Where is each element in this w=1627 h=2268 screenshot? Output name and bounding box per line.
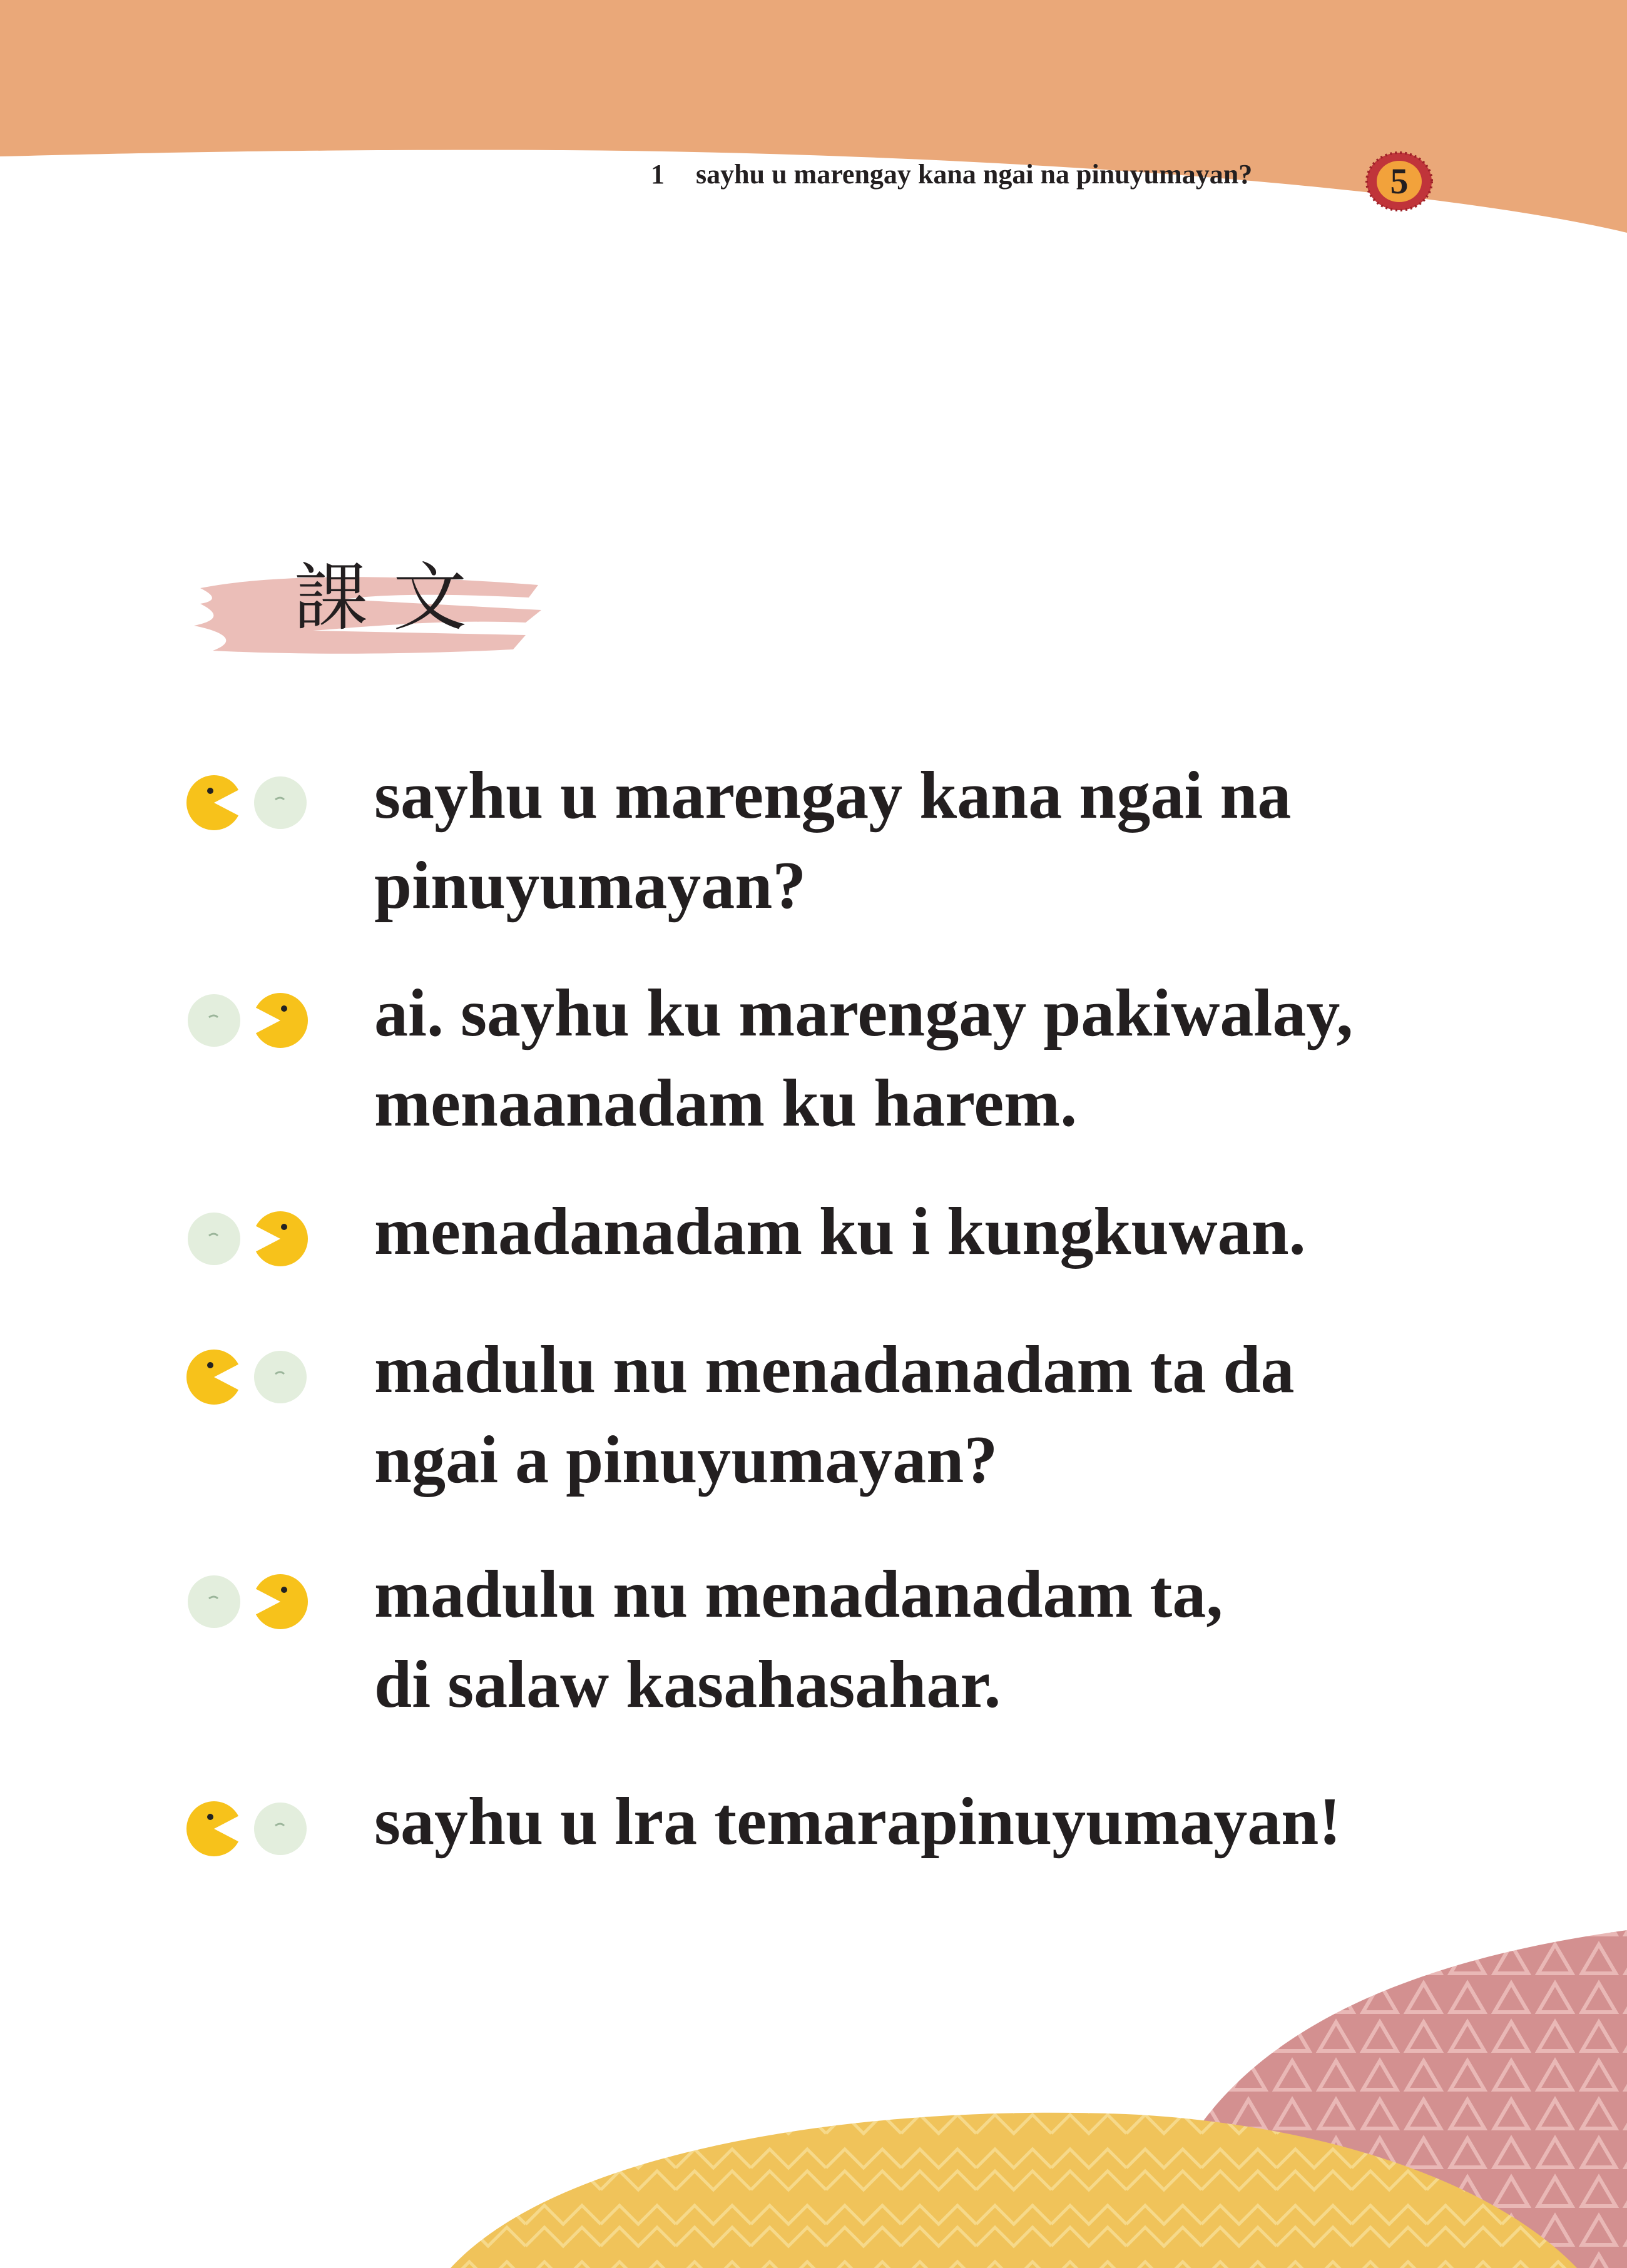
section-title-text: 課文 bbox=[294, 554, 492, 641]
dialogue-text: ai. sayhu ku marengay pakiwalay, menaanadam ku harem. bbox=[374, 976, 1354, 1141]
section-title bbox=[188, 551, 551, 663]
page-number: 5 bbox=[1390, 161, 1409, 201]
lesson-title: sayhu u marengay kana ngai na pinuyumayan? bbox=[696, 159, 1253, 190]
speaker-b-active-icon bbox=[181, 1204, 319, 1273]
speaker-b-active-icon bbox=[181, 986, 319, 1055]
dialogue-text: sayhu u lra temarapinuyumayan! bbox=[374, 1784, 1342, 1859]
speaker-a-active-icon bbox=[181, 768, 319, 837]
speaker-a-active-icon bbox=[181, 1343, 319, 1411]
dialogue-text: sayhu u marengay kana ngai na pinuyumayan? bbox=[374, 758, 1292, 923]
running-header bbox=[651, 158, 1252, 190]
lesson-number: 1 bbox=[651, 159, 665, 190]
speaker-b-active-icon bbox=[181, 1567, 319, 1636]
speaker-a-active-icon bbox=[181, 1794, 319, 1863]
dialogue-text: madulu nu menadanadam ta, di salaw kasahasahar. bbox=[374, 1557, 1223, 1722]
dialogue-text: madulu nu menadanadam ta da ngai a pinuyumayan? bbox=[374, 1333, 1295, 1497]
dialogue-text: menadanadam ku i kungkuwan. bbox=[374, 1194, 1306, 1269]
